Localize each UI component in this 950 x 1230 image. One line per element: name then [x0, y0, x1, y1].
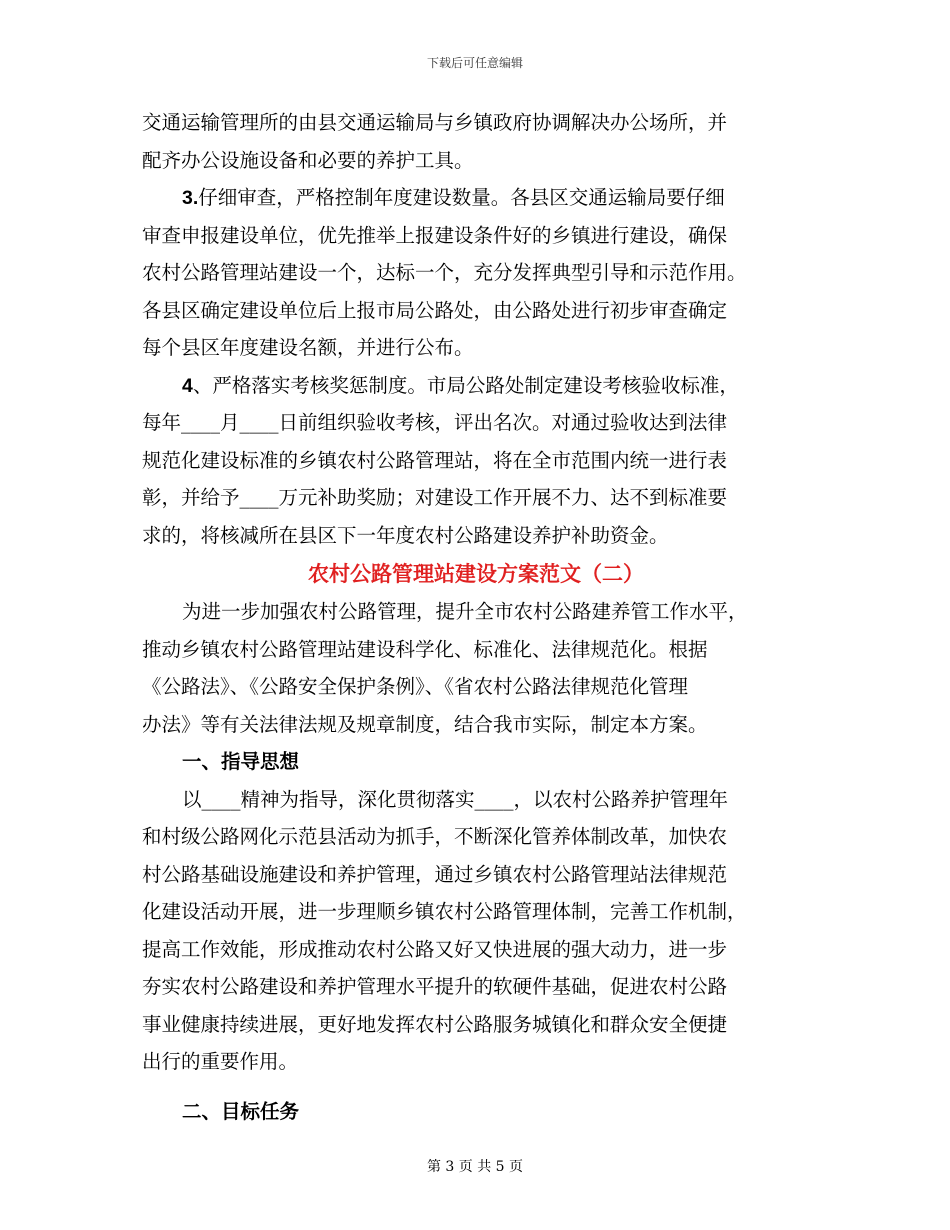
paragraph-line: 各县区确定建设单位后上报市局公路处，由公路处进行初步审查确定: [142, 298, 728, 322]
paragraph-line: 审查申报建设单位，优先推举上报建设条件好的乡镇进行建设，确保: [142, 223, 728, 247]
paragraph-line: 推动乡镇农村公路管理站建设科学化、标准化、法律规范化。根据: [142, 637, 708, 661]
paragraph-line: 村公路基础设施建设和养护管理，通过乡镇农村公路管理站法律规范: [142, 862, 728, 886]
paragraph-line: [142, 367, 810, 405]
paragraph-line: 事业健康持续进展，更好地发挥农村公路服务城镇化和群众安全便捷: [142, 1012, 728, 1036]
item-number: 4: [182, 374, 193, 397]
paragraph-line: 交通运输管理所的由县交通运输局与乡镇政府协调解决办公场所，并: [142, 111, 728, 134]
paragraph-line: 配齐办公设施设备和必要的养护工具。: [142, 148, 474, 172]
paragraph-line: 为进一步加强农村公路管理，提升全市农村公路建养管工作水平，: [182, 600, 748, 623]
paragraph-line: 每个县区年度建设名额，并进行公布。: [142, 336, 474, 359]
paragraph-line: 夯实农村公路建设和养护管理水平提升的软硬件基础，促进农村公路: [142, 975, 728, 998]
paragraph-line: 《公路法》、《公路安全保护条例》、《省农村公路法律规范化管理: [142, 675, 689, 698]
paragraph-line: 以____精神为指导，深化贯彻落实____，以农村公路养护管理年: [182, 787, 729, 811]
spacer: [142, 1081, 810, 1093]
section-title: 农村公路管理站建设方案范文（二）: [308, 561, 644, 586]
paragraph-line: [142, 179, 810, 217]
paragraph-line: 彰，并给予____万元补助奖励；对建设工作开展不力、达不到标准要: [142, 486, 728, 509]
paragraph-line: 办法》等有关法律法规及规章制度，结合我市实际，制定本方案。: [142, 712, 708, 736]
paragraph-line: 规范化建设标准的乡镇农村公路管理站，将在全市范围内统一进行表: [142, 448, 728, 472]
heading-guiding-ideology: 一、指导思想: [182, 750, 300, 773]
item-number: 3.: [182, 187, 199, 209]
paragraph-text: 、严格落实考核奖惩制度。市局公路处制定建设考核验收标准，: [192, 373, 739, 397]
paragraph-line: 出行的重要作用。: [142, 1050, 299, 1073]
document-body: [142, 104, 810, 1130]
page-footer: 第 3 页 共 5 页: [426, 1159, 524, 1175]
paragraph-line: 提高工作效能，形成推动农村公路又好又快进展的强大动力，进一步: [142, 937, 728, 961]
paragraph-line: 求的，将核减所在县区下一年度农村公路建设养护补助资金。: [142, 523, 669, 547]
paragraph-line: 化建设活动开展，进一步理顺乡镇农村公路管理体制，完善工作机制，: [142, 900, 747, 923]
heading-goals-tasks: 二、目标任务: [182, 1099, 300, 1123]
paragraph-line: 和村级公路网化示范县活动为抓手，不断深化管养体制改革，加快农: [142, 825, 728, 848]
paragraph-line: 农村公路管理站建设一个，达标一个，充分发挥典型引导和示范作用。: [142, 261, 747, 284]
paragraph-line: 每年____月____日前组织验收考核，评出名次。对通过验收达到法律: [142, 411, 728, 434]
paragraph-text: 仔细审查，严格控制年度建设数量。各县区交通运输局要仔细: [198, 186, 725, 209]
page-header: 下载后可任意编辑: [426, 56, 523, 70]
